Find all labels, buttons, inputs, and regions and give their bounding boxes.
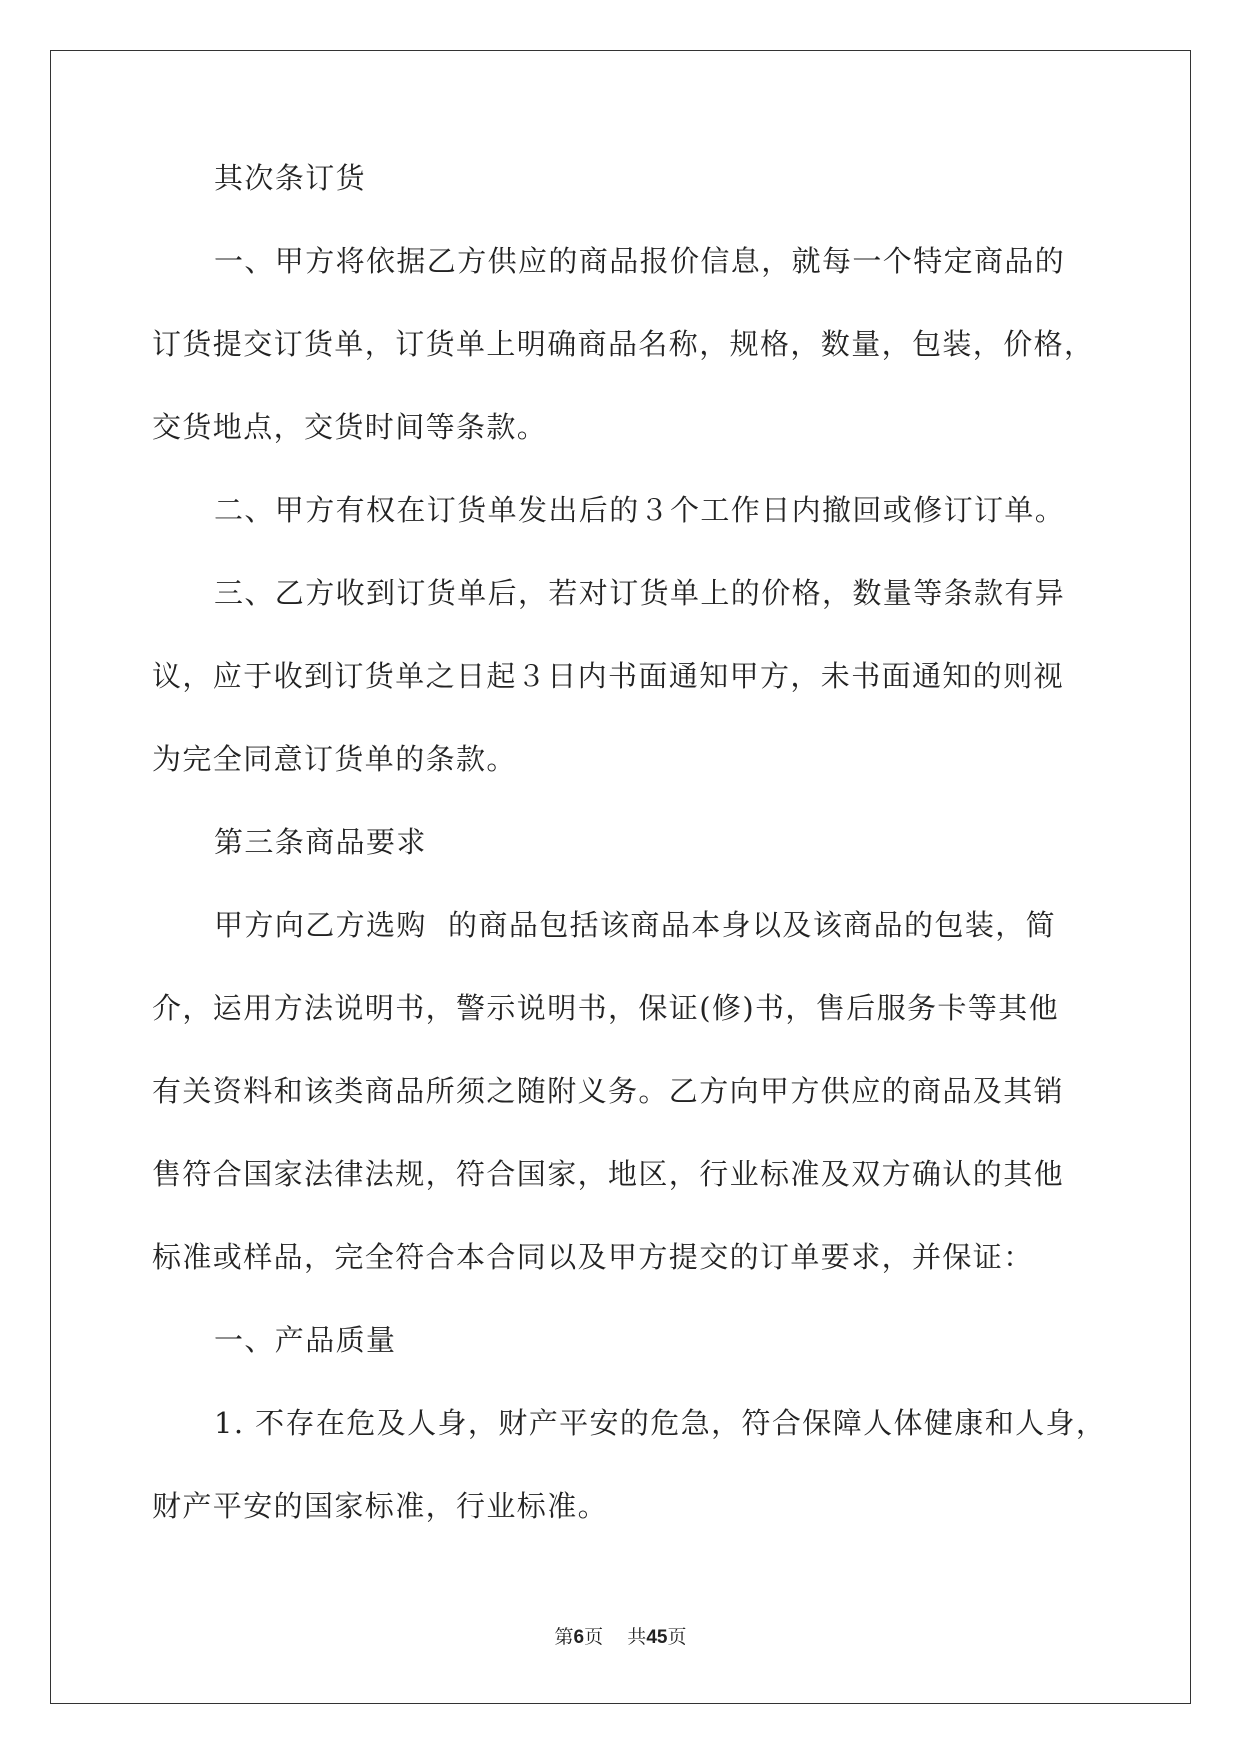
page-footer — [0, 1622, 1241, 1649]
paragraph-line: 甲方向乙方选购 的商品包括该商品本身以及该商品的包装，简 — [214, 908, 1057, 942]
paragraph-line: 二、甲方有权在订货单发出后的３个工作日内撤回或修订订单。 — [214, 493, 1066, 527]
subsection-heading-quality: 一、产品质量 — [214, 1323, 397, 1357]
paragraph-line: 标准或样品，完全符合本合同以及甲方提交的订单要求，并保证： — [152, 1240, 1034, 1274]
total-prefix: 共 — [627, 1626, 647, 1648]
document-body — [152, 158, 1107, 1569]
paragraph-line: 售符合国家法律法规，符合国家，地区，行业标准及双方确认的其他 — [152, 1157, 1065, 1191]
page-number: 6 — [573, 1627, 585, 1648]
total-suffix: 页 — [667, 1626, 687, 1648]
page-suffix: 页 — [584, 1626, 604, 1648]
paragraph-line: 财产平安的国家标准，行业标准。 — [152, 1489, 609, 1523]
paragraph-line: 交货地点，交货时间等条款。 — [152, 410, 548, 444]
paragraph-line: 三、乙方收到订货单后，若对订货单上的价格，数量等条款有异 — [214, 576, 1066, 610]
paragraph-line: 介，运用方法说明书，警示说明书，保证(修)书，售后服务卡等其他 — [152, 991, 1060, 1025]
section-heading-product-requirements: 第三条商品要求 — [214, 825, 427, 859]
section-heading-ordering: 其次条订货 — [214, 161, 367, 195]
paragraph-line: 一、甲方将依据乙方供应的商品报价信息，就每一个特定商品的 — [214, 244, 1066, 278]
page-prefix: 第 — [554, 1626, 574, 1648]
paragraph-line: 议，应于收到订货单之日起３日内书面通知甲方，未书面通知的则视 — [152, 659, 1065, 693]
total-pages: 45 — [646, 1627, 668, 1648]
paragraph-line: 有关资料和该类商品所须之随附义务。乙方向甲方供应的商品及其销 — [152, 1074, 1065, 1108]
paragraph-line: 为完全同意订货单的条款。 — [152, 742, 517, 776]
paragraph-line: 1. 不存在危及人身，财产平安的危急，符合保障人体健康和人身， — [214, 1406, 1107, 1440]
paragraph-line: 订货提交订货单，订货单上明确商品名称，规格，数量，包装，价格， — [152, 327, 1095, 361]
